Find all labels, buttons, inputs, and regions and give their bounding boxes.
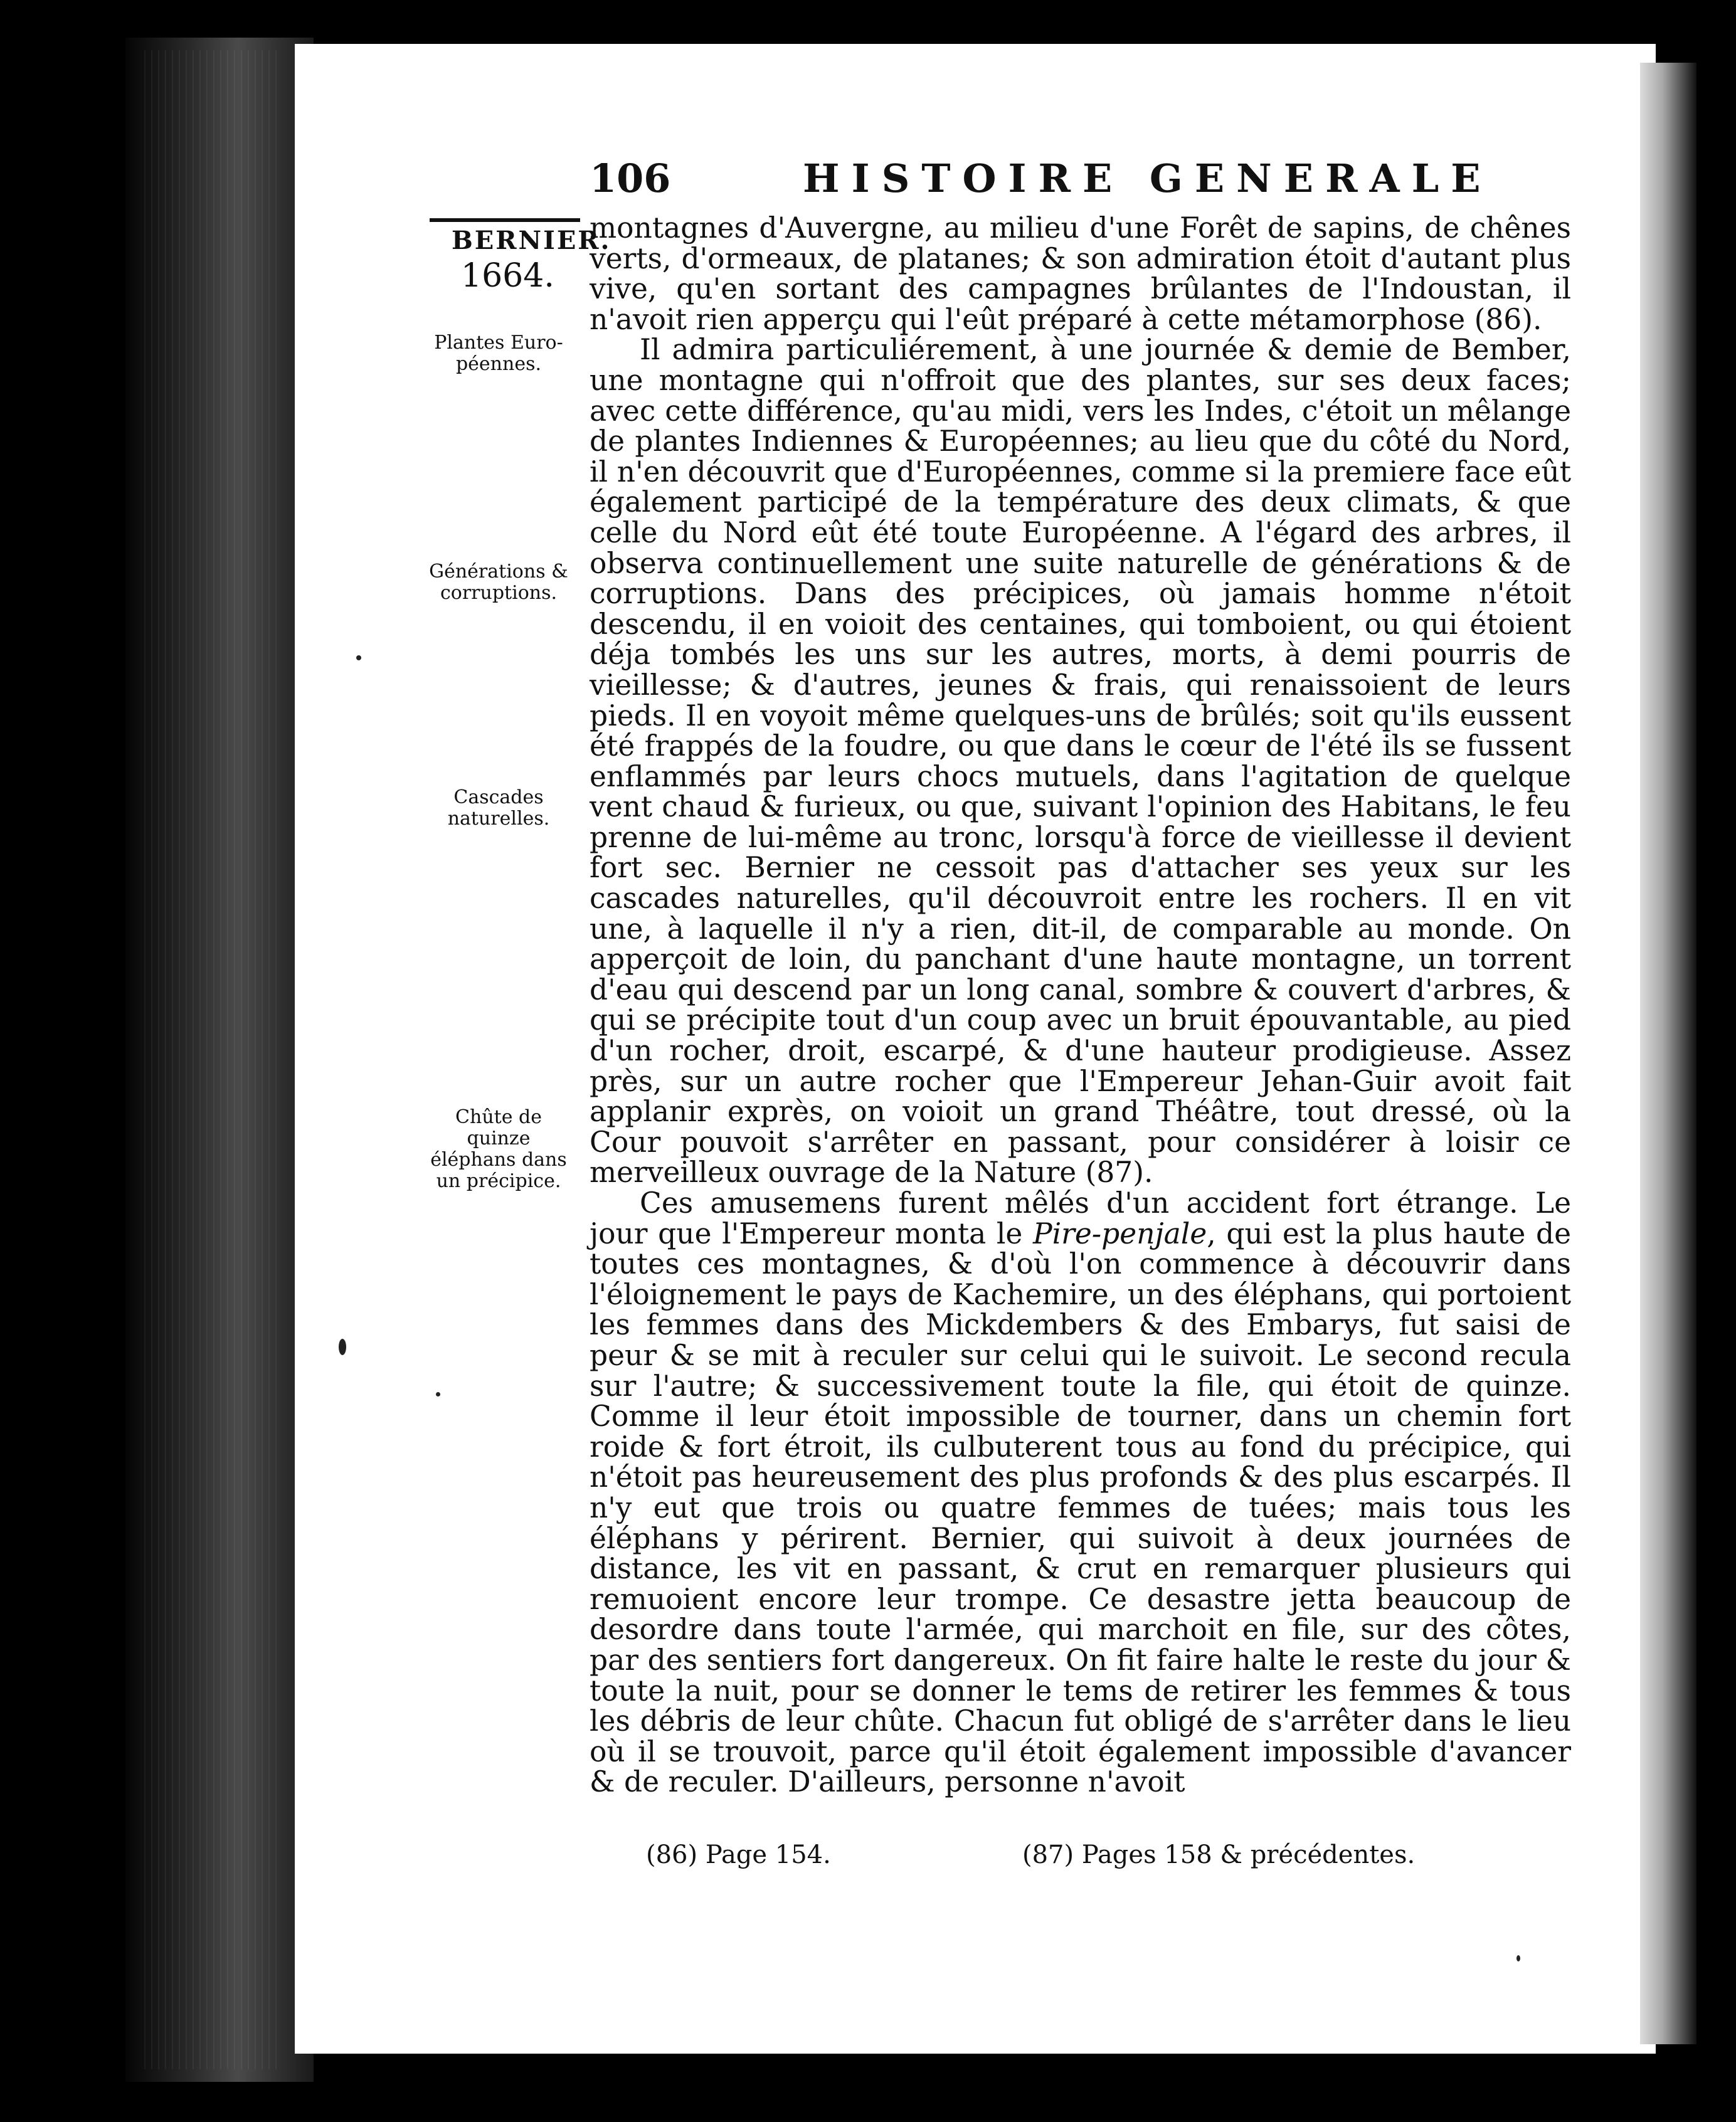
margin-author: BERNIER. xyxy=(452,226,611,255)
paragraph-1: montagnes d'Auvergne, au milieu d'une Forêt de sapins, de chênes verts, d'ormeaux, de platanes; & son admiration étoit d'autant plus vive, qu'en sortant des campagnes brûlantes de l'Indoustan, il n'avoit rien apperçu qui l'eût préparé à cette métamorphose (86). xyxy=(590,211,1571,336)
paragraph-3-start: Ces amusemens furent mêlés d'un accident fort étrange. Le jour que l'Empereur monta le xyxy=(590,1186,1571,1250)
print-speck xyxy=(436,1392,440,1396)
print-speck xyxy=(339,1339,346,1355)
footnotes xyxy=(646,1840,1524,1872)
page-number: 106 xyxy=(590,156,671,201)
print-speck xyxy=(1516,1955,1520,1961)
paragraph-2: Il admira particuliérement, à une journée & demie de Bember, une montagne qui n'offroit que des plantes, sur ses deux faces; avec cette différence, qu'au midi, vers les Indes, c'étoit un mêlange de plantes Indiennes & Européennes; au lieu que du côté du Nord, il n'en découvrit que d'Européennes, comme si la premiere face eût également participé de la température des deux climats, & que celle du Nord eût été toute Européenne. A l'égard des arbres, il observa continuellement une suite naturelle de générations & de corruptions. Dans des précipices, où jamais homme n'étoit descendu, il en voioit des centaines, qui tomboient, ou qui étoient déja tombés les uns sur les autres, morts, à demi pourris de vieillesse; & d'autres, jeunes & frais, qui renaissoient de leurs pieds. Il en voyoit même quelques-uns de brûlés; soit qu'ils eussent été frappés de la foudre, ou que dans le cœur de l'été ils se fussent enflammés par leurs chocs mutuels, dans l'agitation de quelque vent chaud & furieux, ou que, suivant l'opinion des Habitans, le feu prenne de lui-même au tronc, lorsqu'à force de vieillesse il devient fort sec. Bernier ne cessoit pas d'attacher ses yeux sur les cascades naturelles, qu'il découvroit entre les rochers. Il en vit une, à laquelle il n'y a rien, dit-il, de comparable au monde. On apperçoit de loin, du panchant d'une haute montagne, un torrent d'eau qui descend par un long canal, sombre & couvert d'arbres, & qui se précipite tout d'un coup avec un bruit épouvantable, au pied d'un rocher, droit, escarpé, & d'une hauteur prodigieuse. Assez près, sur un autre rocher que l'Empereur Jehan-Guir avoit fait applanir exprès, on voioit un grand Théâtre, tout dressé, où la Cour pouvoit s'arrêter en passant, pour considérer à loisir ce merveilleux ouvrage de la Nature (87). xyxy=(590,333,1571,1190)
main-text xyxy=(590,213,1571,1798)
paragraph-3 xyxy=(590,1188,1571,1798)
margin-note-chute: Chûte de quinze éléphans dans un précipice. xyxy=(430,1106,567,1192)
print-speck xyxy=(356,655,361,660)
running-title: HISTOIRE GENERALE xyxy=(803,156,1493,201)
margin-note-cascades: Cascades naturelles. xyxy=(447,786,550,830)
paragraph-3-end: , qui est la plus haute de toutes ces montagnes, & d'où l'on commence à découvrir dans l'éloignement le pays de Kachemire, un des éléphans, qui portoient les femmes dans des Mickdembers & des Embarys, fut saisi de peur & se mit à reculer sur celui qui le suivoit. Le second recula sur l'autre; & successivement toute la file, qui étoit de quinze. Comme il leur étoit impossible de tourner, dans un chemin fort roide & fort étroit, ils culbuterent tous au fond du précipice, qui n'étoit pas heureusement des plus profonds & des plus escarpés. Il n'y eut que trois ou quatre femmes de tuées; mais tous les éléphans y périrent. Bernier, qui suivoit à deux journées de distance, les vit en passant, & crut en remarquer plusieurs qui remuoient encore leur trompe. Ce desastre jetta beaucoup de desordre dans toute l'armée, qui marchoit en file, sur des côtes, par des sentiers fort dangereux. On fit faire halte le reste du jour & toute la nuit, pour se donner le tems de retirer les femmes & tous les débris de leur chûte. Chacun fut obligé de s'arrêter dans le lieu où il se trouvoit, parce qu'il étoit également impossible d'avancer & de reculer. D'ailleurs, personne n'avoit xyxy=(590,1217,1571,1799)
page-header xyxy=(590,156,1568,212)
page-edge xyxy=(1640,63,1696,2044)
margin-rule xyxy=(430,218,580,222)
margin-note-plantes: Plantes Euro-péennes. xyxy=(434,332,563,375)
binding-texture xyxy=(144,50,282,2069)
place-name: Pire-penjale xyxy=(1032,1217,1207,1250)
margin-note-generations: Générations & corruptions. xyxy=(429,561,568,604)
footnote-87: (87) Pages 158 & précédentes. xyxy=(1022,1840,1416,1869)
margin-year: 1664. xyxy=(461,257,554,295)
footnote-86: (86) Page 154. xyxy=(646,1840,831,1869)
